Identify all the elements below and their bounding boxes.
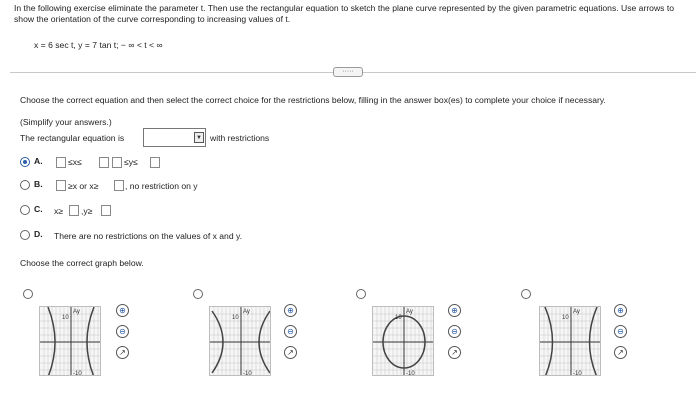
external-link-icon[interactable]: ↗ [116,346,129,359]
rect-equation-dropdown[interactable] [143,128,206,147]
instructions-text: Choose the correct equation and then select the correct choice for the restrictions below, filling in the answer box(es) to complete your choice if necessary. [20,95,606,105]
graph-a-radio[interactable] [23,289,33,299]
restrictions-label: with restrictions [210,133,270,143]
zoom-in-icon[interactable]: ⊕ [116,304,129,317]
external-link-icon[interactable]: ↗ [448,346,461,359]
option-a-ymin-input[interactable] [112,157,122,168]
option-a-x-text: ≤x≤ [68,157,82,167]
simplify-note: (Simplify your answers.) [20,117,112,127]
graph-a [39,306,101,376]
graph-d-top-tick: 10 [562,315,569,321]
option-c-radio[interactable] [20,205,30,215]
graph-b-plot [210,307,271,376]
option-a-y-text: ≤y≤ [124,157,138,167]
option-a-ymax-input[interactable] [150,157,160,168]
parametric-equations: x = 6 sec t, y = 7 tan t; − ∞ < t < ∞ [34,40,163,50]
expand-button[interactable]: ····· [333,67,363,77]
option-a-xmax-input[interactable] [99,157,109,168]
option-c-input-1[interactable] [69,205,79,216]
option-a-radio[interactable] [20,157,30,167]
option-b-mid-text: ≥x or x≥ [68,181,99,191]
option-a-letter: A. [34,156,43,166]
graph-a-bottom-tick: -10 [73,371,82,376]
graph-c-ylabel: Ay [406,309,413,315]
graph-c-plot [373,307,434,376]
zoom-out-icon[interactable]: ⊖ [116,325,129,338]
question-text: In the following exercise eliminate the parameter t. Then use the rectangular equation to sketch the plane curve represented by the given parametric equations. Use arrows to show the orientation of the curve corresponding to increasing values of t. [14,3,675,24]
option-c-x-text: x≥ [54,206,64,216]
graph-b-ylabel: Ay [243,309,250,315]
option-b-radio[interactable] [20,180,30,190]
zoom-in-icon[interactable]: ⊕ [284,304,297,317]
graph-b [209,306,271,376]
option-b-input-1[interactable] [56,180,66,191]
option-a-xmin-input[interactable] [56,157,66,168]
graph-d-radio[interactable] [521,289,531,299]
option-c-letter: C. [34,204,43,214]
rect-eq-label: The rectangular equation is [20,133,125,143]
option-d-radio[interactable] [20,230,30,240]
zoom-in-icon[interactable]: ⊕ [614,304,627,317]
graph-d-bottom-tick: -10 [573,371,582,376]
zoom-in-icon[interactable]: ⊕ [448,304,461,317]
graph-b-bottom-tick: -10 [243,371,252,376]
graph-d-plot [540,307,601,376]
graph-c-bottom-tick: -10 [406,371,415,376]
graph-d [539,306,601,376]
option-d-letter: D. [34,229,43,239]
external-link-icon[interactable]: ↗ [284,346,297,359]
graph-c-radio[interactable] [356,289,366,299]
option-b-letter: B. [34,179,43,189]
graph-c-top-tick: 10 [395,315,402,321]
graph-b-top-tick: 10 [232,315,239,321]
graph-a-top-tick: 10 [62,315,69,321]
option-c-y-text: ,y≥ [81,206,93,216]
zoom-out-icon[interactable]: ⊖ [284,325,297,338]
option-b-input-2[interactable] [114,180,124,191]
graph-d-ylabel: Ay [573,309,580,315]
option-c-input-2[interactable] [101,205,111,216]
external-link-icon[interactable]: ↗ [614,346,627,359]
graph-a-plot [40,307,101,376]
graph-prompt: Choose the correct graph below. [20,258,144,268]
graph-a-ylabel: Ay [73,309,80,315]
zoom-out-icon[interactable]: ⊖ [614,325,627,338]
zoom-out-icon[interactable]: ⊖ [448,325,461,338]
option-d-text: There are no restrictions on the values of x and y. [54,231,243,241]
option-b-suffix: , no restriction on y [125,181,198,191]
chevron-down-icon[interactable]: ▼ [194,132,204,143]
graph-c [372,306,434,376]
graph-b-radio[interactable] [193,289,203,299]
